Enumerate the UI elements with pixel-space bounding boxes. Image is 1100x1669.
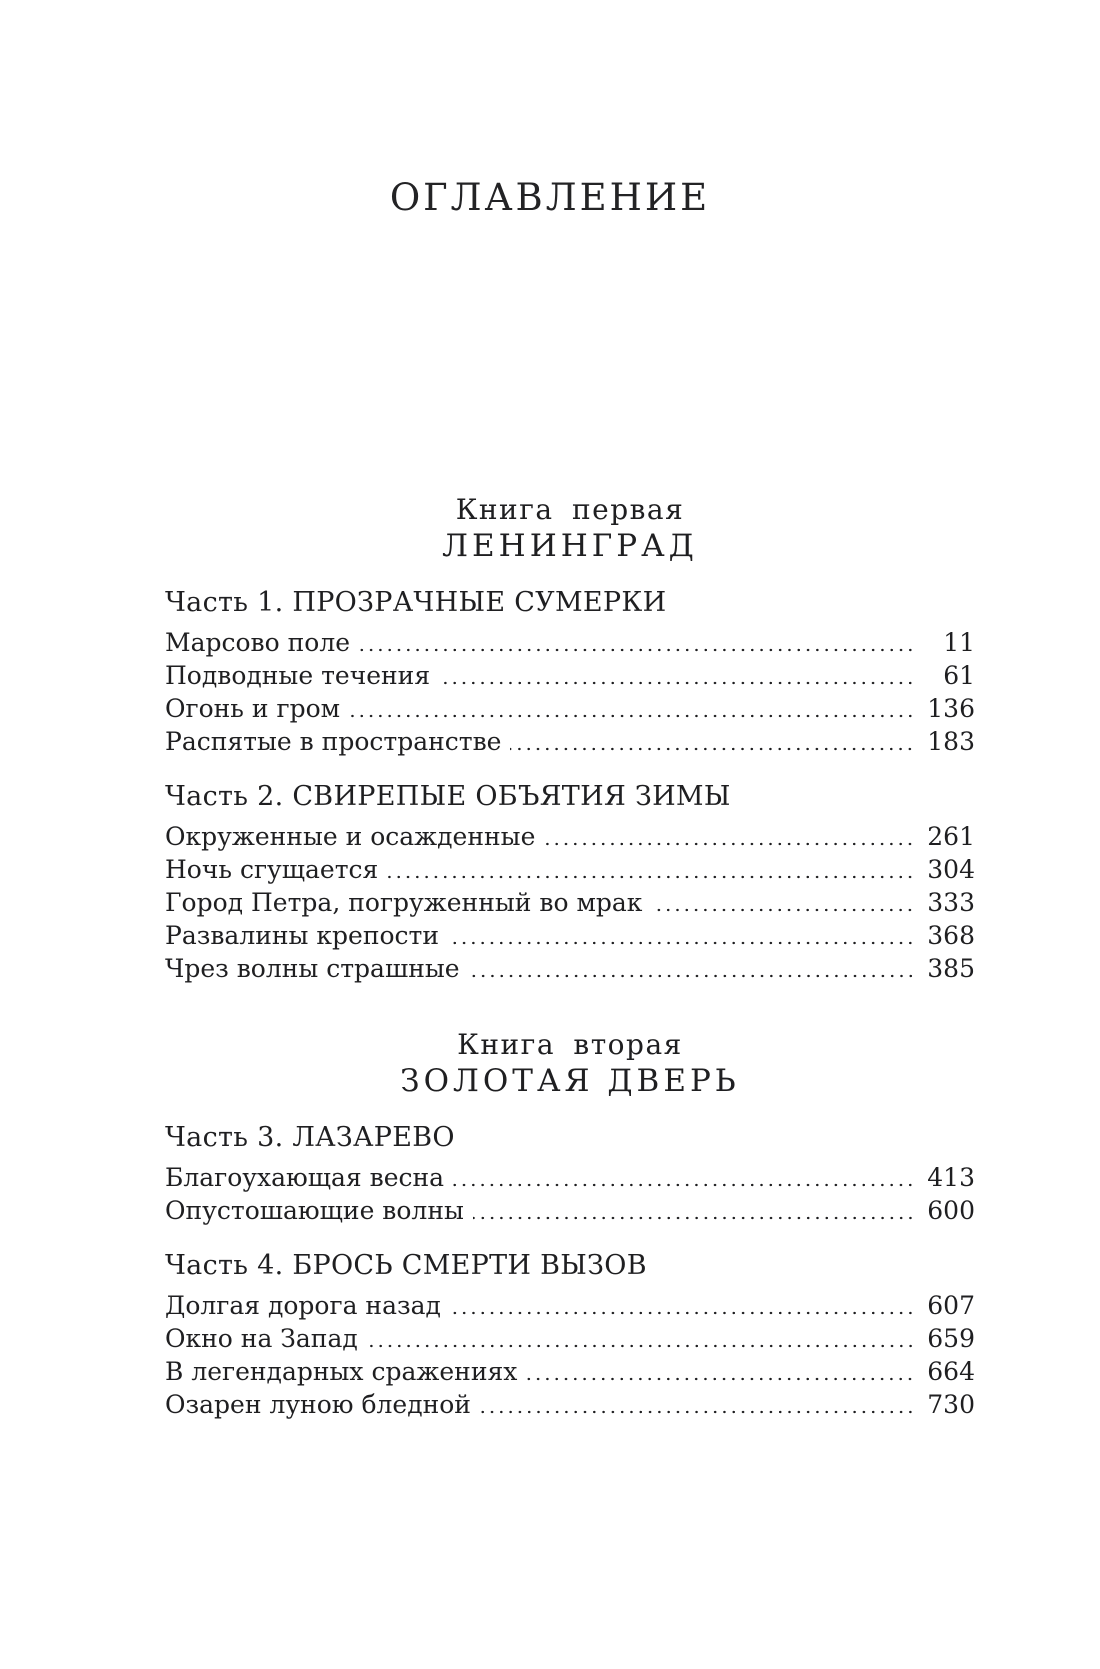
toc-entry: [165, 626, 975, 659]
toc-entry: [165, 886, 975, 919]
entry-title: Город Петра, погруженный во мрак: [165, 888, 643, 917]
entry-page-number: 413: [927, 1163, 975, 1192]
entry-title: Долгая дорога назад: [165, 1291, 441, 1320]
entry-page-number: 136: [927, 694, 975, 723]
part-section: [165, 1249, 975, 1421]
toc-entry: [165, 725, 975, 758]
entry-title: Благоухающая весна: [165, 1163, 445, 1192]
dot-leader: [439, 659, 915, 692]
entry-page-number: 61: [943, 661, 975, 690]
dot-leader: [480, 1388, 915, 1421]
part-entries: [165, 1161, 975, 1227]
entry-title: Распятые в пространстве: [165, 727, 502, 756]
entry-title: Развалины крепости: [165, 921, 440, 950]
part-entries: [165, 626, 975, 758]
entry-title: Чрез волны страшные: [165, 954, 460, 983]
part-heading: Часть 1. ПРОЗРАЧНЫЕ СУМЕРКИ: [165, 587, 667, 618]
dot-leader: [510, 725, 915, 758]
toc-entry: [165, 1355, 975, 1388]
part-section: [165, 586, 975, 758]
dot-leader: [651, 886, 915, 919]
dot-leader: [359, 626, 915, 659]
toc-entry: [165, 1388, 975, 1421]
toc-entry: [165, 853, 975, 886]
entry-page-number: 730: [927, 1390, 975, 1419]
entry-page-number: 368: [927, 921, 975, 950]
toc-entry: [165, 1161, 975, 1194]
entry-page-number: 664: [927, 1357, 975, 1386]
toc-entry: [165, 1289, 975, 1322]
entry-title: Окруженные и осажденные: [165, 822, 536, 851]
dot-leader: [544, 820, 915, 853]
dot-leader: [367, 1322, 915, 1355]
book-section: [165, 1029, 975, 1421]
entry-page-number: 304: [927, 855, 975, 884]
dot-leader: [387, 853, 915, 886]
dot-leader: [526, 1355, 915, 1388]
entry-page-number: 659: [927, 1324, 975, 1353]
book-parts: [165, 1121, 975, 1421]
entry-title: В легендарных сражениях: [165, 1357, 518, 1386]
book-title: ЗОЛОТАЯ ДВЕРЬ: [400, 1063, 740, 1099]
dot-leader: [473, 1194, 915, 1227]
part-entries: [165, 1289, 975, 1421]
entry-page-number: 607: [927, 1291, 975, 1320]
toc-entry: [165, 692, 975, 725]
entry-page-number: 333: [927, 888, 975, 917]
entry-title: Ночь сгущается: [165, 855, 379, 884]
dot-leader: [469, 952, 915, 985]
entry-page-number: 261: [927, 822, 975, 851]
entry-title: Окно на Запад: [165, 1324, 358, 1353]
toc-entry: [165, 820, 975, 853]
entry-page-number: 183: [927, 727, 975, 756]
book-parts: [165, 586, 975, 985]
entry-page-number: 11: [943, 628, 975, 657]
entry-page-number: 385: [927, 954, 975, 983]
entry-title: Опустошающие волны: [165, 1196, 464, 1225]
dot-leader: [453, 1161, 915, 1194]
toc-entry: [165, 952, 975, 985]
toc-entry: [165, 1194, 975, 1227]
part-section: [165, 1121, 975, 1227]
entry-page-number: 600: [927, 1196, 975, 1225]
entry-title: Марсово поле: [165, 628, 351, 657]
part-section: [165, 780, 975, 985]
entry-title: Подводные течения: [165, 661, 431, 690]
toc-entry: [165, 919, 975, 952]
dot-leader: [349, 692, 915, 725]
entry-title: Озарен луною бледной: [165, 1390, 471, 1419]
dot-leader: [448, 919, 915, 952]
dot-leader: [450, 1289, 915, 1322]
book-label: Книга вторая: [457, 1028, 683, 1061]
part-heading: Часть 3. ЛАЗАРЕВО: [165, 1122, 455, 1153]
toc-content: [0, 494, 1100, 1421]
part-entries: [165, 820, 975, 985]
page-title: ОГЛАВЛЕНИЕ: [389, 176, 711, 219]
toc-entry: [165, 659, 975, 692]
entry-title: Огонь и гром: [165, 694, 341, 723]
toc-entry: [165, 1322, 975, 1355]
part-heading: Часть 2. СВИРЕПЫЕ ОБЪЯТИЯ ЗИМЫ: [165, 781, 731, 812]
book-label: Книга первая: [455, 493, 685, 526]
book-section: [165, 494, 975, 985]
book-title: ЛЕНИНГРАД: [442, 528, 698, 564]
books: [165, 494, 975, 1421]
part-heading: Часть 4. БРОСЬ СМЕРТИ ВЫЗОВ: [165, 1250, 647, 1281]
